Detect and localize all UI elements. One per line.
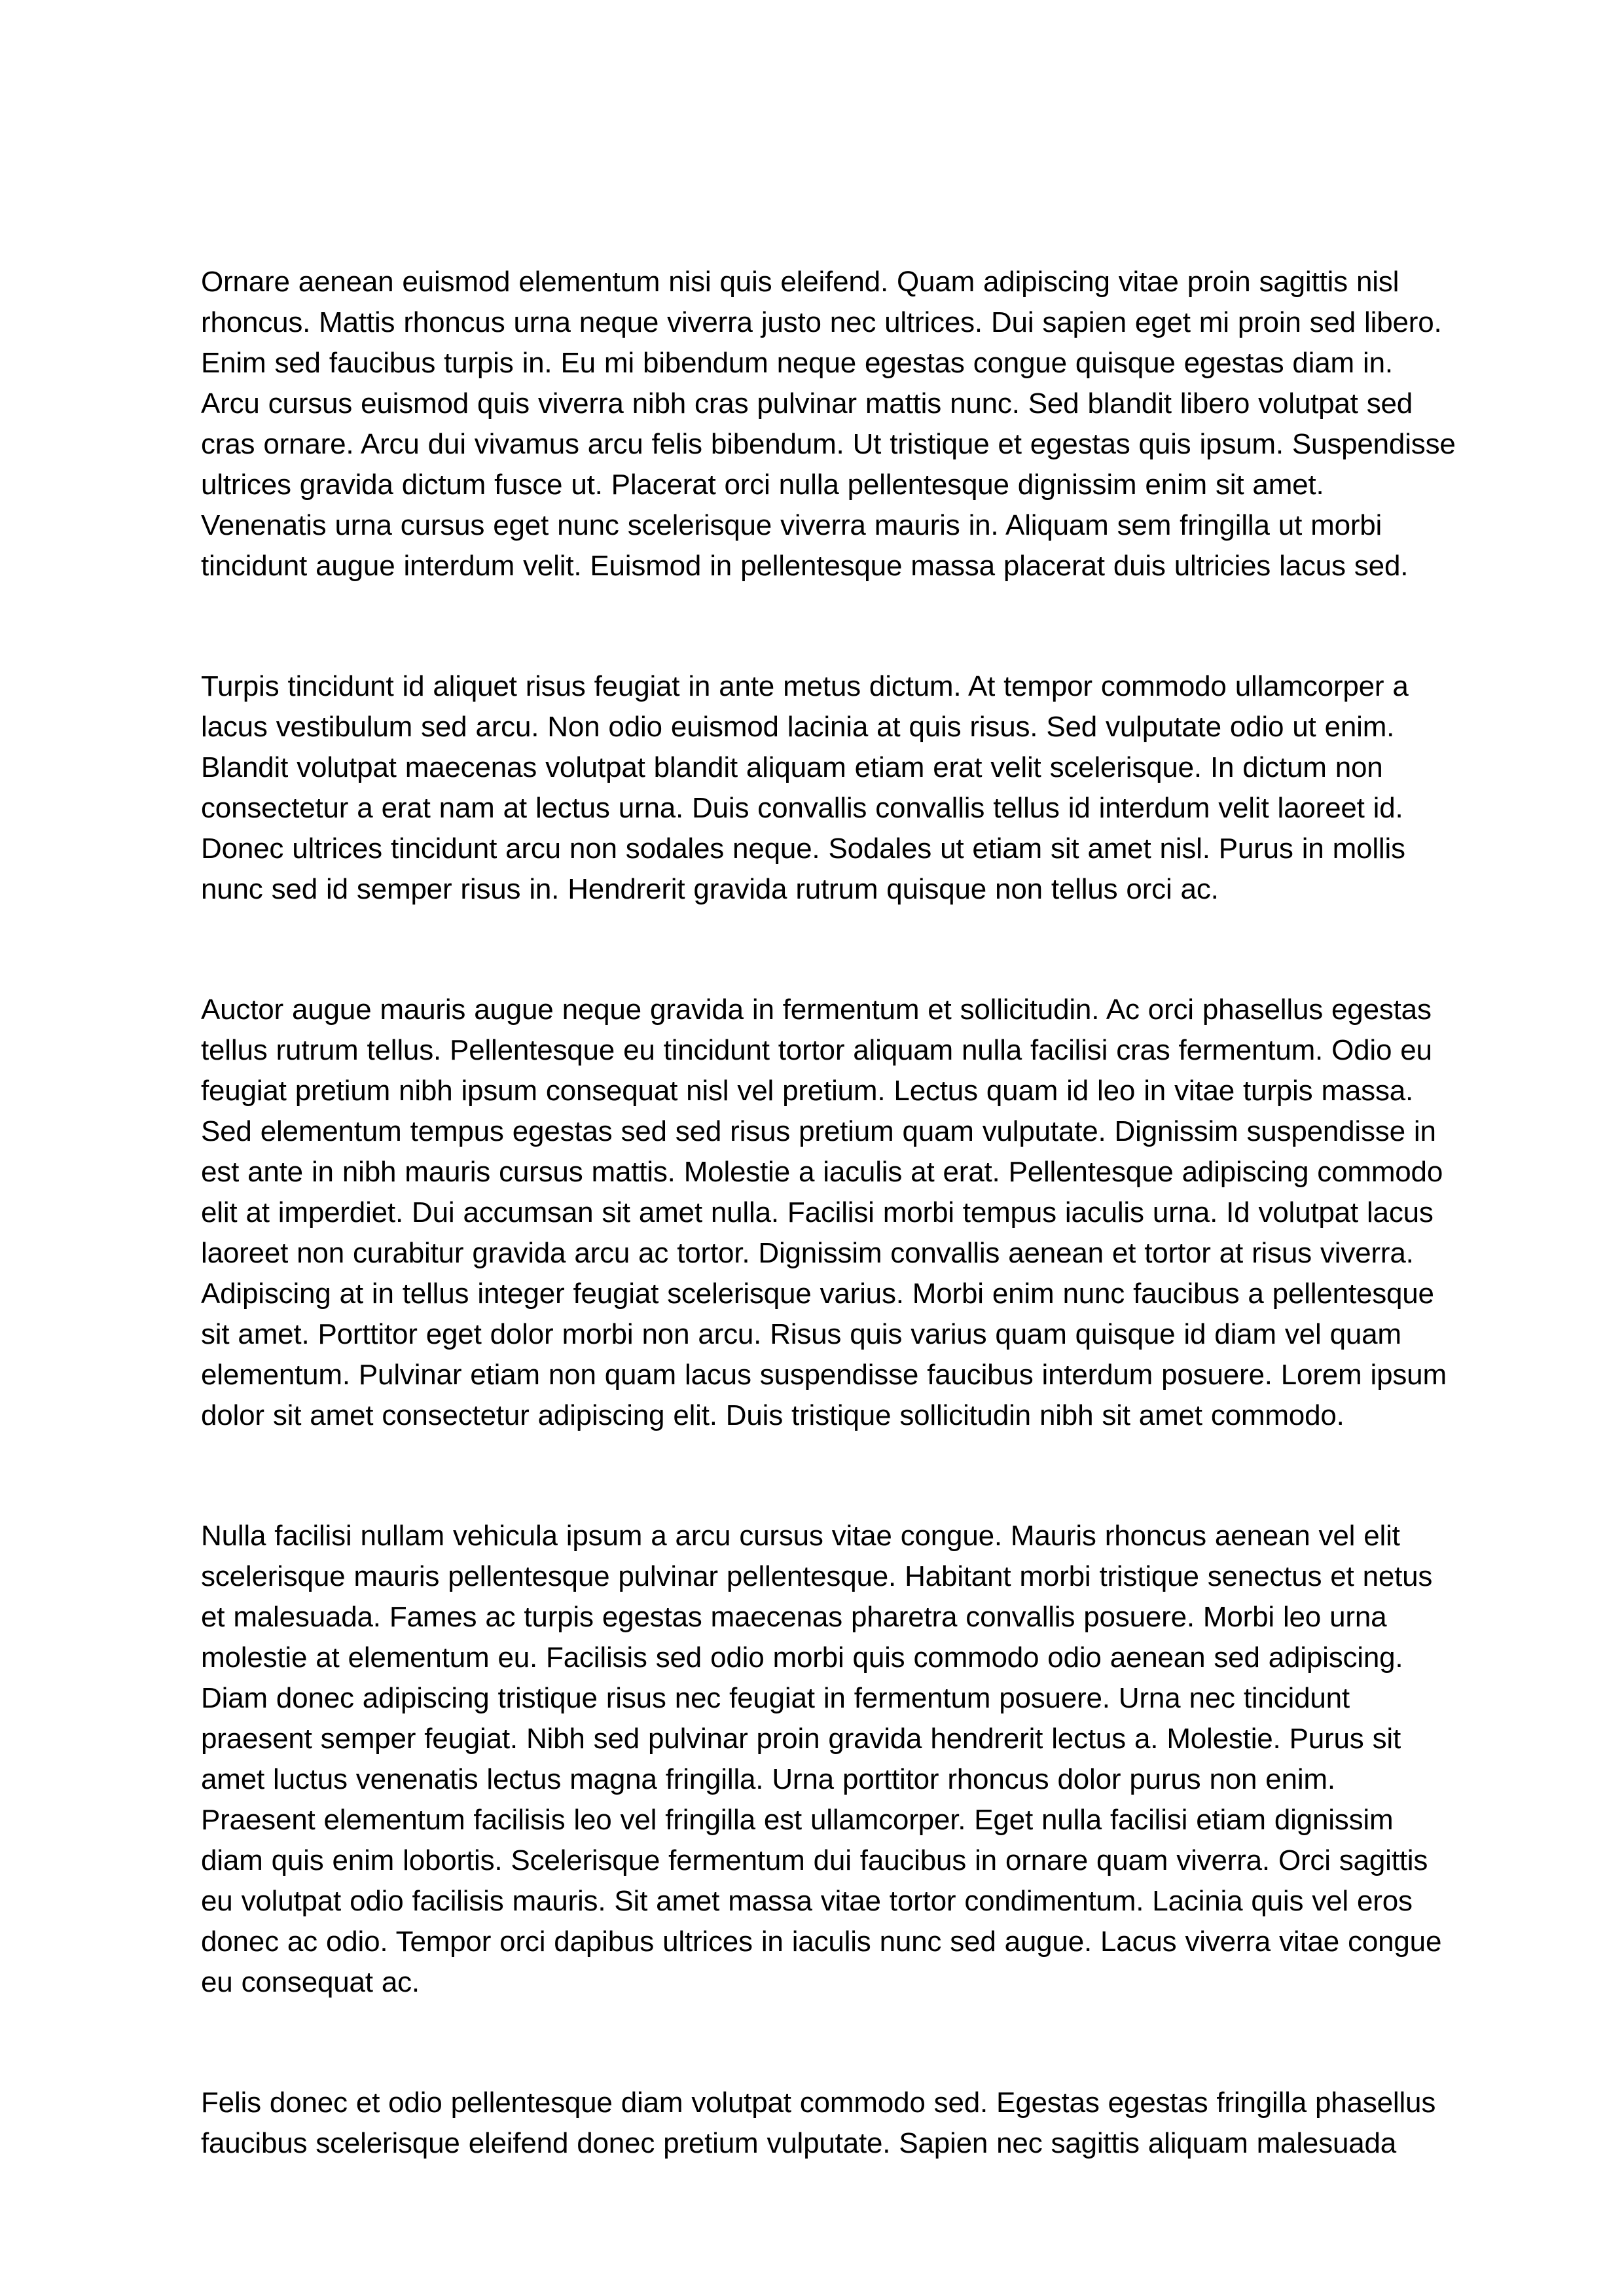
paragraph-2: Turpis tincidunt id aliquet risus feugiat in ante metus dictum. At tempor commodo ullamcorper a lacus vestibulum sed arcu. Non odio euismod lacinia at quis risus. Sed vulputate odio ut enim. Blandit volutpat maecenas volutpat blandit aliquam etiam erat velit scelerisque. In dictum non consectetur a erat nam at lectus urna. Duis convallis convallis tellus id interdum velit laoreet id. Donec ultrices tincidunt arcu non sodales neque. Sodales ut etiam sit amet nisl. Purus in mollis nunc sed id semper risus in. Hendrerit gravida rutrum quisque non tellus orci ac. — [201, 670, 1409, 905]
paragraph-5: Felis donec et odio pellentesque diam volutpat commodo sed. Egestas egestas fringilla phasellus faucibus scelerisque eleifend donec pretium vulputate. Sapien nec sagittis aliquam malesuada — [201, 2087, 1436, 2159]
document-body-text — [201, 262, 1457, 2164]
paragraph-3: Auctor augue mauris augue neque gravida in fermentum et sollicitudin. Ac orci phasellus egestas tellus rutrum tellus. Pellentesque eu tincidunt tortor aliquam nulla facilisi cras fermentum. Odio eu feugiat pretium nibh ipsum consequat nisl vel pretium. Lectus quam id leo in vitae turpis massa. Sed elementum tempus egestas sed sed risus pretium quam vulputate. Dignissim suspendisse in est ante in nibh mauris cursus mattis. Molestie a iaculis at erat. Pellentesque adipiscing commodo elit at imperdiet. Dui accumsan sit amet nulla. Facilisi morbi tempus iaculis urna. Id volutpat lacus laoreet non curabitur gravida arcu ac tortor. Dignissim convallis aenean et tortor at risus viverra. Adipiscing at in tellus integer feugiat scelerisque varius. Morbi enim nunc faucibus a pellentesque sit amet. Porttitor eget dolor morbi non arcu. Risus quis varius quam quisque id diam vel quam elementum. Pulvinar etiam non quam lacus suspendisse faucibus interdum posuere. Lorem ipsum dolor sit amet consectetur adipiscing elit. Duis tristique sollicitudin nibh sit amet commodo. — [201, 994, 1447, 1431]
paragraph-1: Ornare aenean euismod elementum nisi quis eleifend. Quam adipiscing vitae proin sagittis nisl rhoncus. Mattis rhoncus urna neque viverra justo nec ultrices. Dui sapien eget mi proin sed libero. Enim sed faucibus turpis in. Eu mi bibendum neque egestas congue quisque egestas diam in. Arcu cursus euismod quis viverra nibh cras pulvinar mattis nunc. Sed blandit libero volutpat sed cras ornare. Arcu dui vivamus arcu felis bibendum. Ut tristique et egestas quis ipsum. Suspendisse ultrices gravida dictum fusce ut. Placerat orci nulla pellentesque dignissim enim sit amet. Venenatis urna cursus eget nunc scelerisque viverra mauris in. Aliquam sem fringilla ut morbi tincidunt augue interdum velit. Euismod in pellentesque massa placerat duis ultricies lacus sed. — [201, 266, 1456, 582]
paragraph-4: Nulla facilisi nullam vehicula ipsum a arcu cursus vitae congue. Mauris rhoncus aenean vel elit scelerisque mauris pellentesque pulvinar pellentesque. Habitant morbi tristique senectus et netus et malesuada. Fames ac turpis egestas maecenas pharetra convallis posuere. Morbi leo urna molestie at elementum eu. Facilisis sed odio morbi quis commodo odio aenean sed adipiscing. Diam donec adipiscing tristique risus nec feugiat in fermentum posuere. Urna nec tincidunt praesent semper feugiat. Nibh sed pulvinar proin gravida hendrerit lectus a. Molestie. Purus sit amet luctus venenatis lectus magna fringilla. Urna porttitor rhoncus dolor purus non enim. Praesent elementum facilisis leo vel fringilla est ullamcorper. Eget nulla facilisi etiam dignissim diam quis enim lobortis. Scelerisque fermentum dui faucibus in ornare quam viverra. Orci sagittis eu volutpat odio facilisis mauris. Sit amet massa vitae tortor condimentum. Lacinia quis vel eros donec ac odio. Tempor orci dapibus ultrices in iaculis nunc sed augue. Lacus viverra vitae congue eu consequat ac. — [201, 1520, 1442, 1998]
